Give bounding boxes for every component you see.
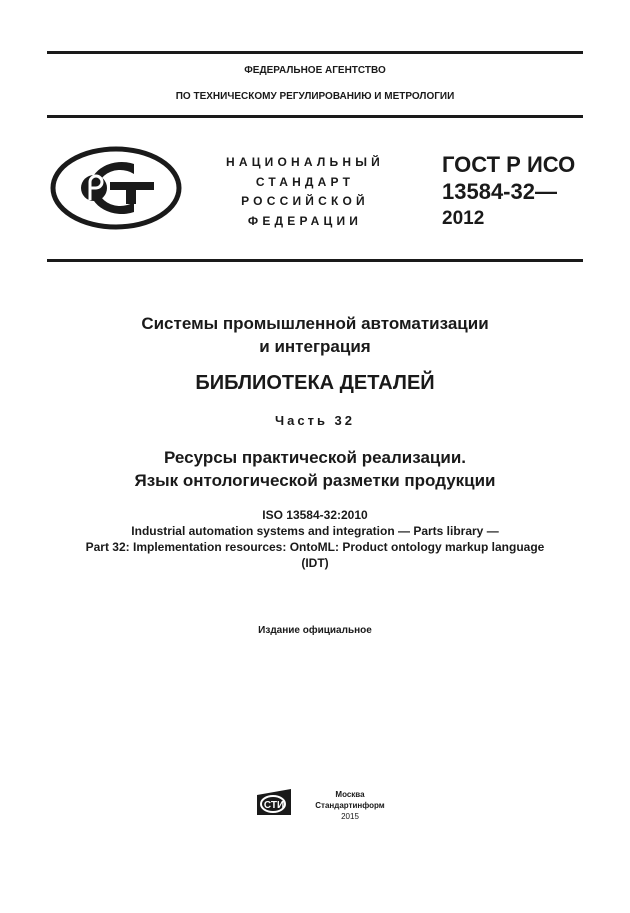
header-rule: [47, 115, 583, 118]
iso-idt: (IDT): [301, 556, 329, 570]
standard-type-line: НАЦИОНАЛЬНЫЙ: [225, 155, 385, 169]
standard-type-line: РОССИЙСКОЙ: [241, 194, 369, 208]
svg-text:СТИ: СТИ: [263, 800, 285, 811]
iso-title-1: Industrial automation systems and integration — Parts library —: [131, 524, 499, 538]
designation-line: 13584-32—: [442, 179, 557, 204]
designation-line: 2012: [442, 208, 485, 229]
rst-logo: [50, 146, 182, 235]
designation-line: ГОСТ Р ИСО: [442, 152, 576, 177]
title-line-2: и интеграция: [259, 337, 371, 356]
top-rule: [47, 51, 583, 54]
imprint: [300, 789, 400, 822]
standard-type: [215, 153, 395, 231]
imprint-city: Москва: [335, 790, 365, 799]
standard-type-line: СТАНДАРТ: [255, 174, 355, 189]
agency-line-1: ФЕДЕРАЛЬНОЕ АГЕНТСТВО: [244, 65, 386, 76]
title-part: Часть 32: [274, 413, 356, 428]
iso-number: ISO 13584-32:2010: [262, 508, 368, 522]
title-main: БИБЛИОТЕКА ДЕТАЛЕЙ: [195, 372, 435, 394]
agency-line-2: ПО ТЕХНИЧЕСКОМУ РЕГУЛИРОВАНИЮ И МЕТРОЛОГИИ: [175, 91, 455, 102]
standard-designation: [442, 151, 575, 232]
standartinform-logo: [255, 787, 293, 822]
imprint-year: 2015: [341, 812, 359, 821]
iso-title-2: Part 32: Implementation resources: OntoML: Product ontology markup language: [85, 540, 545, 554]
section-rule: [47, 259, 583, 262]
edition-label: Издание официальное: [258, 625, 372, 636]
standard-type-line: ФЕДЕРАЦИИ: [247, 213, 363, 228]
subtitle-line-2: Язык онтологической разметки продукции: [134, 471, 496, 490]
title-line-1: Системы промышленной автоматизации: [141, 314, 489, 333]
subtitle-line-1: Ресурсы практической реализации.: [164, 448, 466, 467]
imprint-publisher: Стандартинформ: [315, 801, 385, 810]
